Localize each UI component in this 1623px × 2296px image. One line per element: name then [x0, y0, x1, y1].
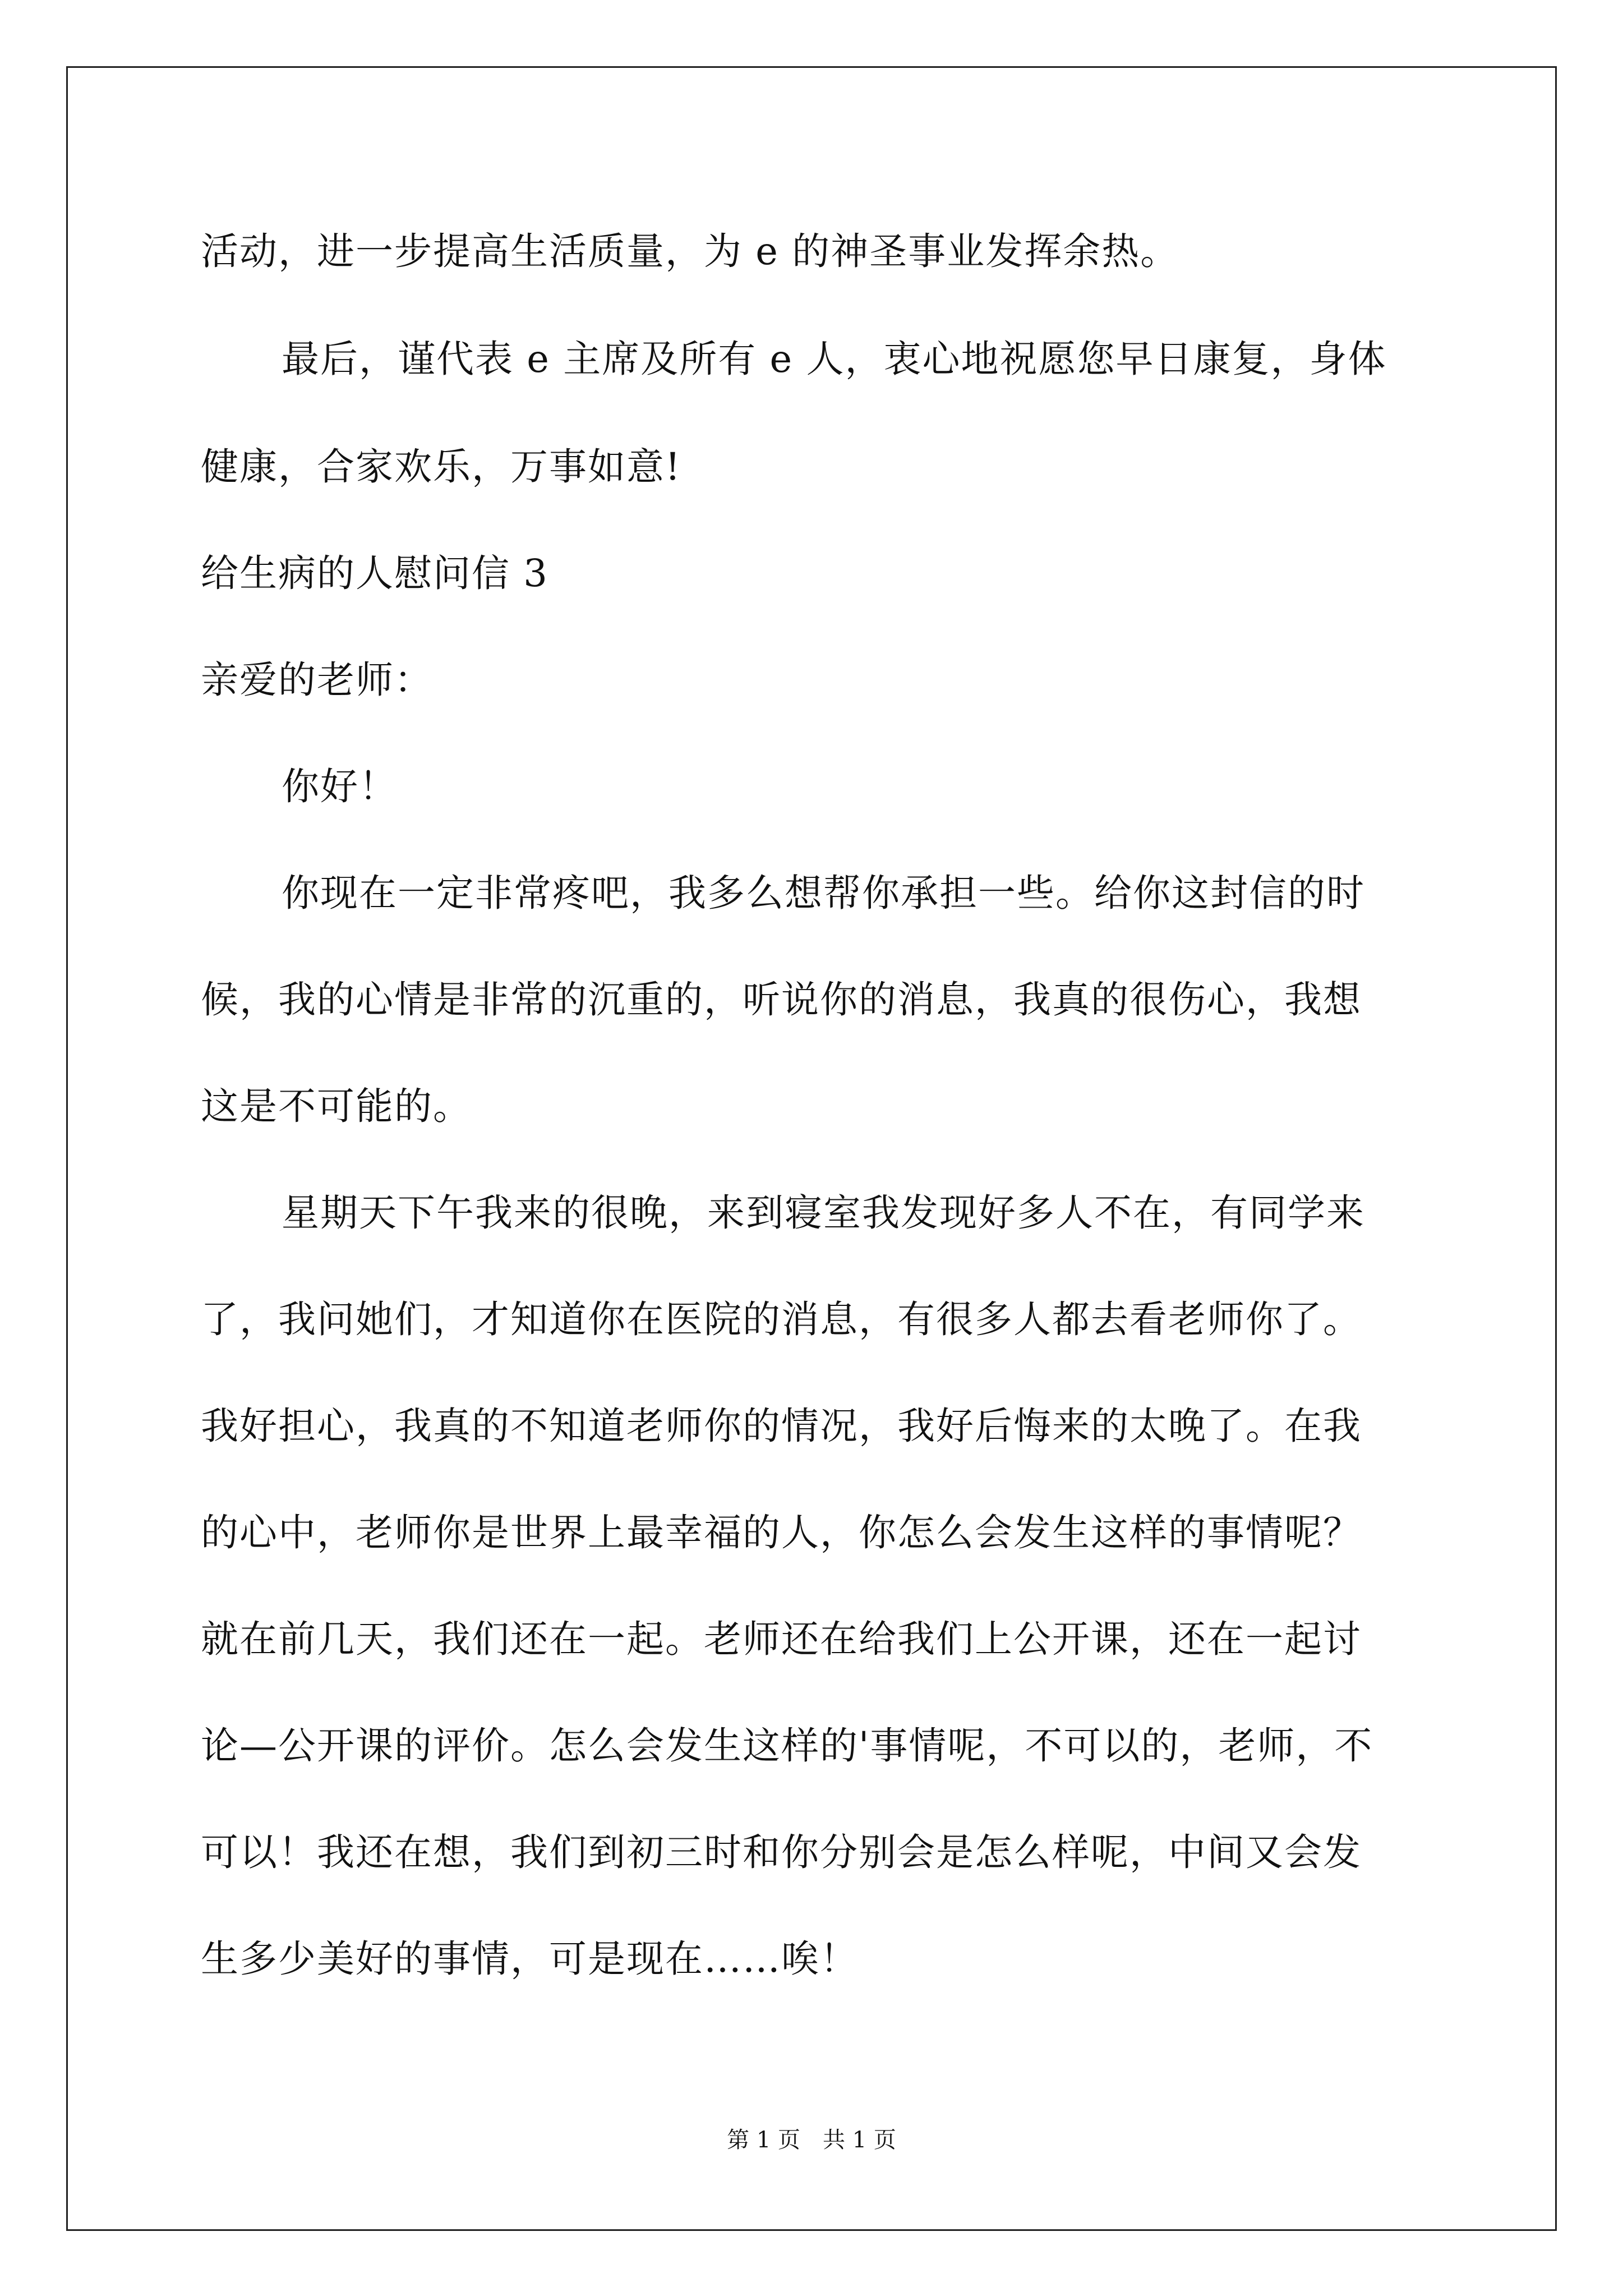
text-line: 了，我问她们，才知道你在医院的消息，有很多人都去看老师你了。: [201, 1297, 1362, 1341]
salutation: 亲爱的老师：: [201, 658, 433, 702]
text-line: 星期天下午我来的很晚，来到寝室我发现好多人不在，有同学来: [282, 1191, 1365, 1235]
text-line: 健康，合家欢乐，万事如意!: [201, 445, 681, 489]
greeting: 你好！: [282, 765, 398, 808]
page-border: [66, 66, 1557, 2231]
text-line: 论—公开课的评价。怎么会发生这样的'事情呢，不可以的，老师，不: [201, 1724, 1373, 1768]
section-heading: 给生病的人慰问信 3: [201, 551, 548, 595]
text-line: 的心中，老师你是世界上最幸福的人，你怎么会发生这样的事情呢？: [201, 1511, 1362, 1554]
text-line: 就在前几天，我们还在一起。老师还在给我们上公开课，还在一起讨: [201, 1617, 1362, 1661]
text-line: 这是不可能的。: [201, 1084, 472, 1128]
page-number: 第 1 页 共 1 页: [727, 2127, 896, 2153]
text-line: 可以！我还在想，我们到初三时和你分别会是怎么样呢，中间又会发: [201, 1830, 1362, 1874]
text-line: 你现在一定非常疼吧，我多么想帮你承担一些。给你这封信的时: [282, 871, 1365, 915]
text-line: 活动，进一步提高生活质量，为 e 的神圣事业发挥余热。: [201, 229, 1179, 273]
text-line: 最后，谨代表 e 主席及所有 e 人，衷心地祝愿您早日康复，身体: [282, 337, 1387, 381]
text-line: 生多少美好的事情，可是现在……唉！: [201, 1937, 859, 1981]
text-line: 我好担心，我真的不知道老师你的情况，我好后悔来的太晚了。在我: [201, 1404, 1362, 1448]
text-line: 候，我的心情是非常的沉重的，听说你的消息，我真的很伤心，我想: [201, 978, 1362, 1022]
